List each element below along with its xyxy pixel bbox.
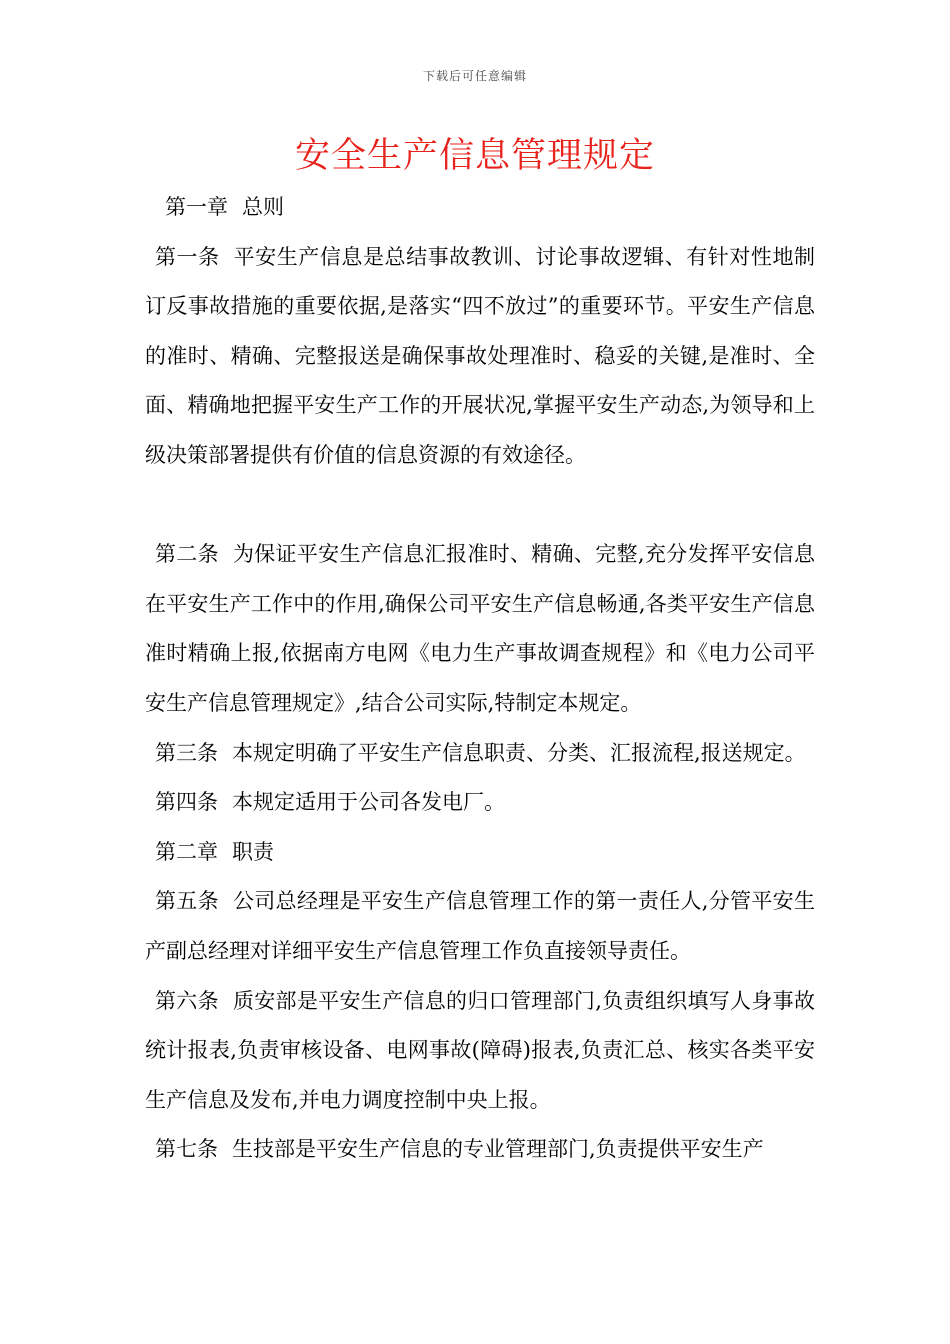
article-2 [145,530,815,728]
chapter-heading-1 [145,183,815,233]
header-note: 下载后可任意编辑 [422,69,527,83]
chapter-number: 第二章 [155,839,218,864]
article-text: 为保证平安生产信息汇报准时、精确、完整,充分发挥平安信息在平安生产工作中的作用,确保公司平安生产信息畅通,各类平安生产信息准时精确上报,依据南方电网《电力生产事故调查规程》和《电力公司平安生产信息管理规定》,结合公司实际,特制定本规定。 [145,542,815,715]
article-text: 本规定明确了平安生产信息职责、分类、汇报流程,报送规定。 [232,740,806,765]
article-text: 本规定适用于公司各发电厂。 [232,790,505,815]
chapter-name: 总则 [242,195,284,219]
chapter-heading-2 [145,828,815,878]
article-7 [145,1125,815,1175]
article-text: 质安部是平安生产信息的归口管理部门,负责组织填写人身事故统计报表,负责审核设备、电网事故(障碍)报表,负责汇总、核实各类平安生产信息及发布,并电力调度控制中央上报。 [145,988,815,1112]
article-number: 第五条 [155,889,219,914]
chapter-number: 第一章 [165,195,228,219]
chapter-name: 职责 [232,839,274,864]
article-number: 第七条 [155,1137,218,1162]
article-text: 公司总经理是平安生产信息管理工作的第一责任人,分管平安生产副总经理对详细平安生产信息管理工作负直接领导责任。 [145,889,815,963]
article-number: 第一条 [155,244,220,269]
article-number: 第四条 [155,790,218,815]
article-3 [145,729,815,779]
document-title: 安全生产信息管理规定 [294,136,655,176]
article-number: 第三条 [155,740,218,765]
article-1 [145,233,815,481]
article-4 [145,778,815,828]
article-5 [145,877,815,976]
article-text: 平安生产信息是总结事故教训、讨论事故逻辑、有针对性地制订反事故措施的重要依据,是落实“四不放过”的重要环节。平安生产信息的准时、精确、完整报送是确保事故处理准时、稳妥的关键,是准时、全面、精确地把握平安生产工作的开展状况,掌握平安生产动态,为领导和上级决策部署提供有价值的信息资源的有效途径。 [145,244,815,467]
article-number: 第二条 [155,542,219,567]
article-text: 生技部是平安生产信息的专业管理部门,负责提供平安生产 [232,1137,764,1162]
article-6 [145,977,815,1126]
document-body [145,183,815,1175]
article-number: 第六条 [155,988,219,1013]
